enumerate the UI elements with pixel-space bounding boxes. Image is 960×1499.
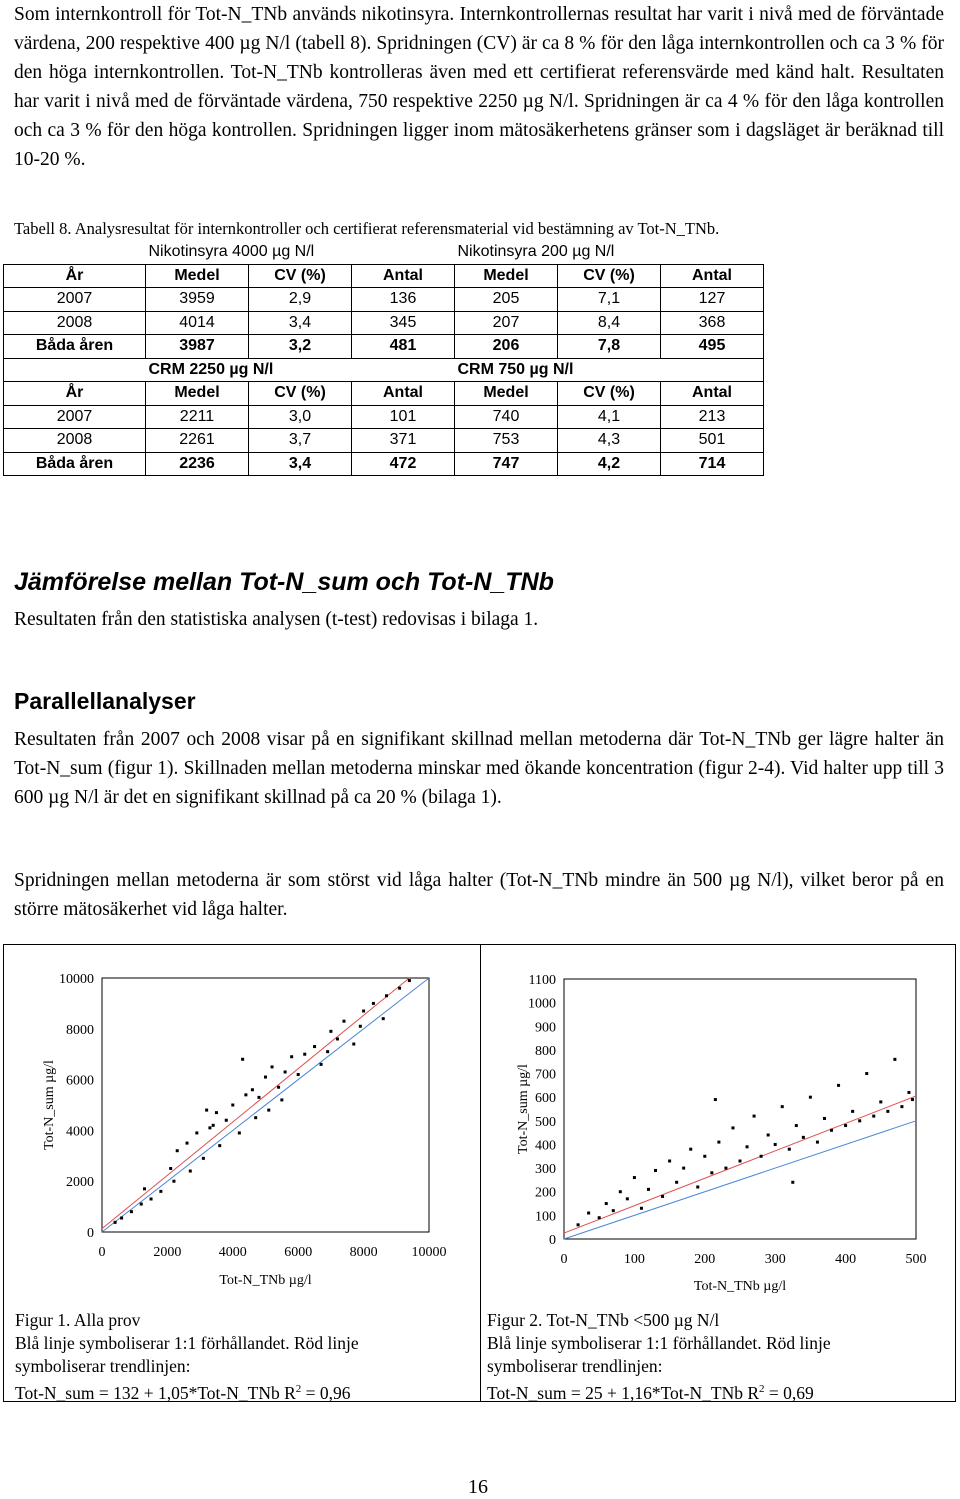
data-point [823, 1117, 826, 1120]
trend-line [564, 1096, 916, 1233]
trend-line [564, 1121, 916, 1239]
x-tick-label: 100 [623, 1252, 645, 1267]
data-point [120, 1217, 123, 1220]
figure-2-caption [487, 1309, 831, 1405]
data-point [872, 1115, 875, 1118]
x-tick-label: 200 [694, 1252, 716, 1267]
caption-equation: Tot-N_sum = 132 + 1,05*Tot-N_TNb $R^2 = 0,96$ [15, 1382, 351, 1403]
caption-line: symboliserar trendlinjen: [15, 1356, 191, 1376]
data-point [202, 1157, 205, 1160]
parallel-paragraph: Resultaten från 2007 och 2008 visar på en signifikant skillnad mellan metoderna där Tot-N_TNb ger lägre halter än Tot-N_sum (figur 1). Skillnaden mellan metoderna minskar med ökande koncentration (figur 2-4). Vid halter upp till 3 600 µg N/l är det en signifikant skillnad på ca 20 % (bilaga 1). [14, 729, 944, 808]
table-row [4, 288, 764, 312]
column-header: Medel [455, 264, 558, 288]
data-point [781, 1105, 784, 1108]
data-point [326, 1050, 329, 1053]
y-tick-label: 1100 [528, 973, 556, 988]
data-point [788, 1148, 791, 1151]
caption-line: Blå linje symboliserar 1:1 förhållandet. Röd linje [487, 1333, 831, 1353]
table-cell: 4014 [146, 311, 249, 335]
y-tick-label: 1000 [528, 996, 556, 1012]
table-row [4, 405, 764, 429]
table-cell: 3,0 [249, 405, 352, 429]
y-tick-label: 300 [535, 1162, 556, 1178]
data-point [668, 1160, 671, 1163]
trend-line [102, 978, 429, 1232]
data-point [714, 1098, 717, 1101]
intro-paragraph: Som internkontroll för Tot-N_TNb används nikotinsyra. Internkontrollernas resultat har varit i nivå med de förväntade värdena, 200 respektive 400 µg N/l (tabell 8). Spridningen (CV) är ca 8 % för den låga internkontrollen och ca 3 % för den höga internkontrollen. Tot-N_TNb kontrolleras även med ett certifierat referensvärde med känd halt. Resultaten har varit i nivå med de förväntade värdena, 750 respektive 2250 µg N/l. Spridningen är ca 4 % för den låga kontrollen och ca 3 % för den höga kontrollen. Spridningen ligger inom mätosäkerhetens gränser som i dagsläget är beräknad till 10-20 %. [14, 4, 944, 170]
table-cell: 4,3 [558, 429, 661, 453]
table-cell: 3,7 [249, 429, 352, 453]
table-cell: 3,4 [249, 452, 352, 476]
table-cell: 3,2 [249, 335, 352, 359]
data-point [212, 1124, 215, 1127]
data-point [851, 1110, 854, 1113]
table-cell: 7,1 [558, 288, 661, 312]
table-cell: 136 [352, 288, 455, 312]
x-tick-label: 8000 [349, 1245, 378, 1260]
data-point [320, 1063, 323, 1066]
column-header: Antal [661, 382, 764, 406]
comparison-paragraph: Resultaten från den statistiska analysen (t-test) redovisas i bilaga 1. [14, 609, 539, 630]
x-tick-label: 6000 [284, 1245, 313, 1260]
data-point [303, 1053, 306, 1056]
data-point [661, 1195, 664, 1198]
table-row [4, 429, 764, 453]
x-axis-title: Tot-N_TNb µg/l [693, 1279, 787, 1294]
data-point [612, 1209, 615, 1212]
data-point [598, 1216, 601, 1219]
data-point [587, 1212, 590, 1215]
data-point [760, 1155, 763, 1158]
data-point [837, 1084, 840, 1087]
data-point [739, 1160, 742, 1163]
data-point [724, 1167, 727, 1170]
table-cell: 2261 [146, 429, 249, 453]
group-heading: Nikotinsyra 200 µg N/l [457, 243, 615, 261]
column-header: År [4, 264, 146, 288]
x-tick-label: 400 [835, 1252, 857, 1267]
data-point [577, 1223, 580, 1226]
y-tick-label: 2000 [66, 1175, 94, 1191]
table-cell: 345 [352, 311, 455, 335]
data-point [140, 1203, 143, 1206]
table-cell: 205 [455, 288, 558, 312]
y-tick-label: 0 [87, 1226, 94, 1241]
data-point [251, 1088, 254, 1091]
data-point [169, 1167, 172, 1170]
data-point [189, 1170, 192, 1173]
data-point [633, 1176, 636, 1179]
y-tick-label: 4000 [66, 1124, 94, 1140]
table-cell: 2,9 [249, 288, 352, 312]
data-point [710, 1171, 713, 1174]
data-point [172, 1180, 175, 1183]
table-cell: 371 [352, 429, 455, 453]
data-point [342, 1020, 345, 1023]
data-point [858, 1119, 861, 1122]
table-cell: 714 [661, 452, 764, 476]
caption-equation: Tot-N_sum = 25 + 1,16*Tot-N_TNb $R^2 = 0,69$ [487, 1382, 814, 1403]
y-tick-label: 500 [535, 1114, 556, 1130]
data-point [844, 1124, 847, 1127]
column-header: Medel [455, 382, 558, 406]
data-point [264, 1076, 267, 1079]
spread-paragraph: Spridningen mellan metoderna är som störst vid låga halter (Tot-N_TNb mindre än 500 µg N/l), vilket beror på en större mätosäkerhet vid låga halter. [14, 870, 944, 920]
data-point [241, 1058, 244, 1061]
data-point [280, 1098, 283, 1101]
data-point [654, 1169, 657, 1172]
data-point [865, 1072, 868, 1075]
column-header: Antal [352, 382, 455, 406]
table-cell: 2211 [146, 405, 249, 429]
data-point [647, 1188, 650, 1191]
data-point [254, 1116, 257, 1119]
data-point [329, 1030, 332, 1033]
data-point [900, 1105, 903, 1108]
table-cell: 213 [661, 405, 764, 429]
data-point [746, 1145, 749, 1148]
table-cell: 8,4 [558, 311, 661, 335]
data-point [675, 1181, 678, 1184]
column-header: Antal [661, 264, 764, 288]
data-point [907, 1091, 910, 1094]
table-cell: Båda åren [4, 452, 146, 476]
y-tick-label: 200 [535, 1185, 556, 1201]
data-point [336, 1037, 339, 1040]
data-point [408, 979, 411, 982]
data-point [382, 1017, 385, 1020]
data-point [267, 1109, 270, 1112]
table-cell: 747 [455, 452, 558, 476]
data-point [372, 1002, 375, 1005]
data-point [809, 1096, 812, 1099]
x-tick-label: 10000 [411, 1245, 447, 1260]
data-point [143, 1187, 146, 1190]
table-cell: 753 [455, 429, 558, 453]
table-cell: 101 [352, 405, 455, 429]
x-tick-label: 2000 [153, 1245, 182, 1260]
group-heading: CRM 2250 µg N/l [146, 358, 455, 382]
data-point [795, 1124, 798, 1127]
table-cell: 501 [661, 429, 764, 453]
table-row [4, 452, 764, 476]
table-header-row [4, 382, 764, 406]
column-header: Medel [146, 382, 249, 406]
data-point [605, 1202, 608, 1205]
table-row [4, 311, 764, 335]
table-cell: 127 [661, 288, 764, 312]
data-point [297, 1073, 300, 1076]
data-point [398, 987, 401, 990]
page-number: 16 [468, 1476, 488, 1498]
table-cell: 3987 [146, 335, 249, 359]
data-point [640, 1207, 643, 1210]
data-point [114, 1221, 117, 1224]
x-axis-title: Tot-N_TNb µg/l [219, 1273, 312, 1288]
figure-1-caption [15, 1309, 359, 1405]
data-point [717, 1141, 720, 1144]
table-row [4, 335, 764, 359]
figure-box [3, 944, 956, 1402]
table-cell: 7,8 [558, 335, 661, 359]
x-tick-label: 0 [560, 1252, 568, 1267]
column-header: Medel [146, 264, 249, 288]
data-point [159, 1190, 162, 1193]
data-point [703, 1155, 706, 1158]
y-tick-label: 400 [535, 1138, 556, 1154]
column-header: CV (%) [249, 382, 352, 406]
column-header: År [4, 382, 146, 406]
data-point [682, 1167, 685, 1170]
x-tick-label: 0 [98, 1245, 106, 1260]
caption-line: Blå linje symboliserar 1:1 förhållandet. Röd linje [15, 1333, 359, 1353]
section-heading-parallel: Parallellanalyser [14, 688, 196, 714]
table-cell: 472 [352, 452, 455, 476]
data-point [284, 1070, 287, 1073]
y-tick-label: 700 [535, 1067, 556, 1083]
data-point [176, 1149, 179, 1152]
data-point [767, 1134, 770, 1137]
data-point [886, 1110, 889, 1113]
column-header: Antal [352, 264, 455, 288]
data-point [626, 1197, 629, 1200]
table-cell: 2008 [4, 429, 146, 453]
data-point [696, 1186, 699, 1189]
figure-1-scatter-chart [4, 945, 480, 1305]
y-tick-label: 8000 [66, 1022, 94, 1038]
data-point [313, 1045, 316, 1048]
caption-line: Figur 1. Alla prov [15, 1310, 141, 1330]
table-cell: 740 [455, 405, 558, 429]
data-point [277, 1086, 280, 1089]
data-point [753, 1115, 756, 1118]
table-cell: 2236 [146, 452, 249, 476]
data-point [879, 1100, 882, 1103]
data-point [689, 1148, 692, 1151]
data-point [150, 1197, 153, 1200]
column-header: CV (%) [249, 264, 352, 288]
table-cell: 206 [455, 335, 558, 359]
table-cell: 368 [661, 311, 764, 335]
caption-line: Figur 2. Tot-N_TNb <500 µg N/l [487, 1310, 720, 1330]
data-point [257, 1096, 260, 1099]
table-cell: 2007 [4, 288, 146, 312]
plot-frame [564, 979, 916, 1239]
data-point [244, 1093, 247, 1096]
data-point [816, 1141, 819, 1144]
figure-2-scatter-chart [481, 945, 955, 1305]
data-point [186, 1142, 189, 1145]
data-point [238, 1131, 241, 1134]
column-header: CV (%) [558, 382, 661, 406]
data-point [231, 1104, 234, 1107]
table-cell: 4,1 [558, 405, 661, 429]
data-point [208, 1126, 211, 1129]
column-header: CV (%) [558, 264, 661, 288]
table-cell: Båda åren [4, 335, 146, 359]
data-point [359, 1025, 362, 1028]
table-header-row [4, 264, 764, 288]
x-tick-label: 300 [764, 1252, 786, 1267]
data-point [362, 1010, 365, 1013]
data-point [802, 1136, 805, 1139]
y-tick-label: 100 [535, 1209, 556, 1225]
trend-line [102, 978, 409, 1229]
data-point [205, 1109, 208, 1112]
data-point [215, 1111, 218, 1114]
data-point [774, 1143, 777, 1146]
table-cell: 3959 [146, 288, 249, 312]
data-point [619, 1190, 622, 1193]
results-table [3, 241, 764, 476]
data-point [731, 1126, 734, 1129]
section-heading-comparison: Jämförelse mellan Tot-N_sum och Tot-N_TNb [14, 568, 554, 596]
y-axis-title: Tot-N_sum µg/l [516, 1064, 531, 1154]
x-tick-label: 4000 [218, 1245, 247, 1260]
y-tick-label: 900 [535, 1020, 556, 1036]
x-tick-label: 500 [905, 1252, 927, 1267]
data-point [791, 1181, 794, 1184]
y-tick-label: 600 [535, 1091, 556, 1107]
table-caption: Tabell 8. Analysresultat för internkontroller och certifierat referensmaterial vid bestämning av Tot-N_TNb. [14, 219, 720, 238]
y-tick-label: 6000 [66, 1073, 94, 1089]
table-cell: 207 [455, 311, 558, 335]
data-point [271, 1065, 274, 1068]
data-point [195, 1131, 198, 1134]
table-cell: 3,4 [249, 311, 352, 335]
data-point [830, 1129, 833, 1132]
table-cell: 495 [661, 335, 764, 359]
y-tick-label: 800 [535, 1043, 556, 1059]
y-tick-label: 0 [549, 1233, 556, 1248]
table-cell: 2008 [4, 311, 146, 335]
y-axis-title: Tot-N_sum µg/l [42, 1060, 57, 1150]
data-point [352, 1043, 355, 1046]
table-cell: 4,2 [558, 452, 661, 476]
data-point [911, 1098, 914, 1101]
table-cell: 481 [352, 335, 455, 359]
data-point [385, 994, 388, 997]
data-point [893, 1058, 896, 1061]
data-point [218, 1144, 221, 1147]
data-point [290, 1055, 293, 1058]
group-heading: CRM 750 µg N/l [455, 358, 764, 382]
y-tick-label: 10000 [59, 972, 94, 987]
data-point [225, 1119, 228, 1122]
caption-line: symboliserar trendlinjen: [487, 1356, 663, 1376]
table-cell: 2007 [4, 405, 146, 429]
group-heading: Nikotinsyra 4000 µg N/l [148, 243, 315, 261]
data-point [130, 1210, 133, 1213]
